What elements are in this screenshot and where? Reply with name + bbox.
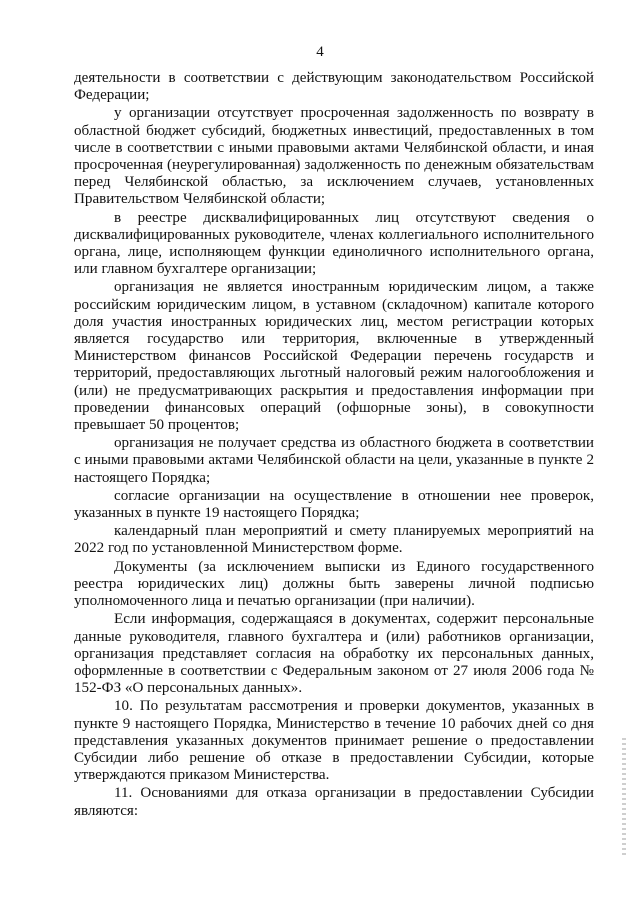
paragraph-personal-data: Если информация, содержащаяся в документах, содержит персональные данные руководителя, главного бухгалтера и (или) работников организации, организация представляет согласия на обработку их персональных данных, оформленные в соответствии с Федеральным законом от 27 июля 2006 года № 152-ФЗ «О персональных данных». — [74, 611, 594, 697]
paragraph-clause-10: 10. По результатам рассмотрения и проверки документов, указанных в пункте 9 настоящего Порядка, Министерство в течение 10 рабочих дней со дня представления указанных документов принимает решение о предоставлении Субсидии либо решение об отказе в предоставлении Субсидии, которые утверждаются приказом Министерства. — [74, 698, 594, 784]
paragraph-clause-11: 11. Основаниями для отказа организации в предоставлении Субсидии являются: — [74, 785, 594, 819]
paragraph-foreign-entity: организация не является иностранным юридическим лицом, а также российским юридическим лицом, в уставном (складочном) капитале которого доля участия иностранных юридических лиц, местом регистрации которых является государство или территория, включенные в утвержденный Министерством финансов Российской Федерации перечень государств и территорий, предоставляющих льготный налоговый режим налогообложения и (или) не предусматривающих раскрытия и предоставления информации при проведении финансовых операций (офшорные зоны), в совокупности превышает 50 процентов; — [74, 279, 594, 434]
scan-margin-mark — [622, 738, 626, 858]
page-number: 4 — [316, 44, 324, 60]
paragraph-no-regional-funds: организация не получает средства из областного бюджета в соответствии с иными правовыми актами Челябинской области на цели, указанные в пункте 2 настоящего Порядка; — [74, 435, 594, 486]
paragraph-consent-inspections: согласие организации на осуществление в отношении нее проверок, указанных в пункте 19 настоящего Порядка; — [74, 487, 594, 522]
paragraph-calendar-plan: календарный план мероприятий и смету планируемых мероприятий на 2022 год по установленной Министерством форме. — [74, 523, 594, 557]
paragraph-documents-certified: Документы (за исключением выписки из Единого государственного реестра юридических лиц) должны быть заверены личной подписью уполномоченного лица и печатью организации (при наличии). — [74, 558, 594, 610]
paragraph-overdue-debt: у организации отсутствует просроченная задолженность по возврату в областной бюджет субсидий, бюджетных инвестиций, предоставленных в том числе в соответствии с иными правовыми актами Челябинской области, и иная просроченная (неурегулированная) задолженность по денежным обязательствам перед Челябинской областью, за исключением случаев, установленных Правительством Челябинской области; — [74, 105, 594, 208]
paragraph-disqualified-persons: в реестре дисквалифицированных лиц отсутствуют сведения о дисквалифицированных руководителе, членах коллегиального исполнительного органа, лице, исполняющем функции единоличного исполнительного органа, или главном бухгалтере организации; — [74, 209, 594, 278]
document-body — [74, 70, 594, 820]
paragraph-continuation: деятельности в соответствии с действующим законодательством Российской Федерации; — [74, 70, 594, 104]
